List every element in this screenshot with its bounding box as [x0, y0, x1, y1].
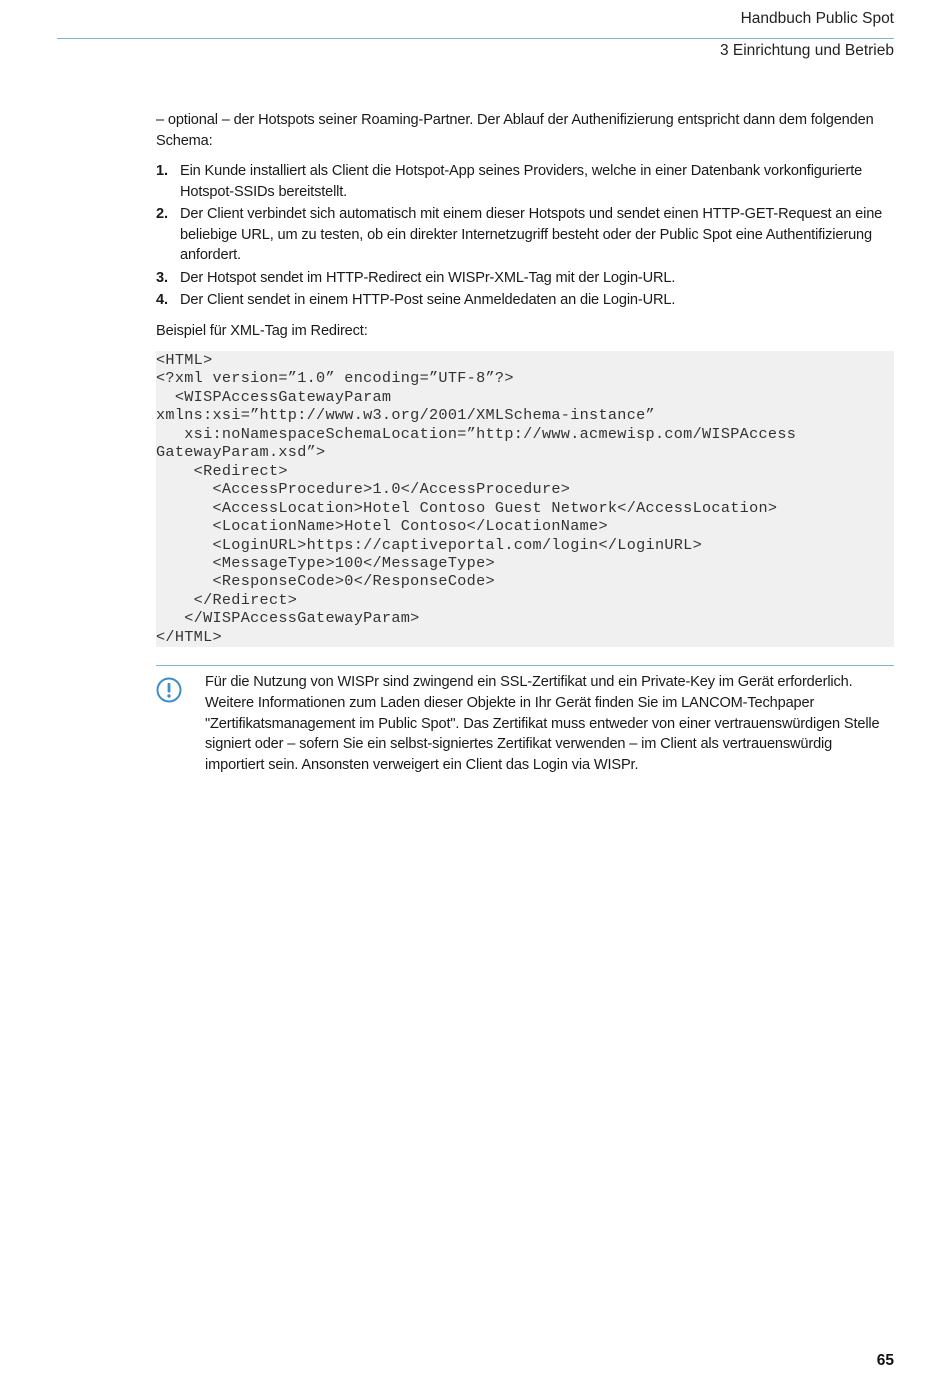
page-number: 65 — [876, 1352, 894, 1369]
step-text: Ein Kunde installiert als Client die Hotspot-App seines Providers, welche in einer Datenbank vorkonfigurierte Hotspot-SSIDs bereitstellt. — [180, 163, 863, 200]
list-item — [156, 290, 894, 311]
step-number: 4. — [156, 292, 168, 308]
running-header-chapter: 3 Einrichtung und Betrieb — [719, 42, 894, 59]
header-divider — [57, 38, 894, 39]
example-label: Beispiel für XML-Tag im Redirect: — [156, 322, 368, 339]
xml-code-block: <HTML> <?xml version=”1.0” encoding=”UTF-8”?> <WISPAccessGatewayParam xmlns:xsi=”http://www.w3.org/2001/XMLSchema-instance” xsi:noNamespaceSchemaLocation=”http://www.acmewisp.com/WISPAccess GatewayParam.xsd”> <Redirect> <AccessProcedure>1.0</AccessProcedure> <AccessLocation>Hotel Contoso Guest Network</AccessLocation> <LocationName>Hotel Contoso</LocationName> <LoginURL>https://captiveportal.com/login</LoginURL> <MessageType>100</MessageType> <ResponseCode>0</ResponseCode> </Redirect> </WISPAccessGatewayParam> </HTML> — [156, 351, 894, 647]
list-item — [156, 204, 894, 266]
step-text: Der Hotspot sendet im HTTP-Redirect ein WISPr-XML-Tag mit der Login-URL. — [180, 269, 676, 286]
step-number: 3. — [156, 269, 168, 286]
warning-note — [156, 672, 894, 776]
steps-list — [156, 161, 894, 311]
running-header-title: Handbuch Public Spot — [740, 10, 894, 27]
step-text: Der Client sendet in einem HTTP-Post seine Anmeldedaten an die Login-URL. — [180, 292, 676, 308]
step-number: 1. — [156, 163, 168, 179]
page-content — [156, 110, 894, 776]
list-item — [156, 268, 894, 289]
exclamation-circle-icon — [156, 677, 182, 703]
step-number: 2. — [156, 206, 168, 222]
note-divider — [156, 665, 894, 666]
step-text: Der Client verbindet sich automatisch mit einem dieser Hotspots und sendet einen HTTP-GET-Request an eine beliebige URL, um zu testen, ob ein direkter Internetzugriff besteht oder der Public Spot eine Authentifizierung anfordert. — [180, 206, 883, 263]
list-item — [156, 161, 894, 202]
note-text: Für die Nutzung von WISPr sind zwingend ein SSL-Zertifikat und ein Private-Key im Gerät erforderlich. Weitere Informationen zum Laden dieser Objekte in Ihr Gerät finden Sie im LANCOM-Techpaper "Zertifikatsmanagement im Public Spot". Das Zertifikat muss entweder von einer vertrauenswürdigen Stelle signiert oder – sofern Sie ein selbst-signiertes Zertifikat verwenden – im Client als vertrauenswürdig importiert sein. Ansonsten verweigert ein Client das Login via WISPr. — [205, 674, 880, 774]
intro-paragraph: – optional – der Hotspots seiner Roaming-Partner. Der Ablauf der Authenifizierung entspricht dann dem folgenden Schema: — [156, 112, 874, 149]
